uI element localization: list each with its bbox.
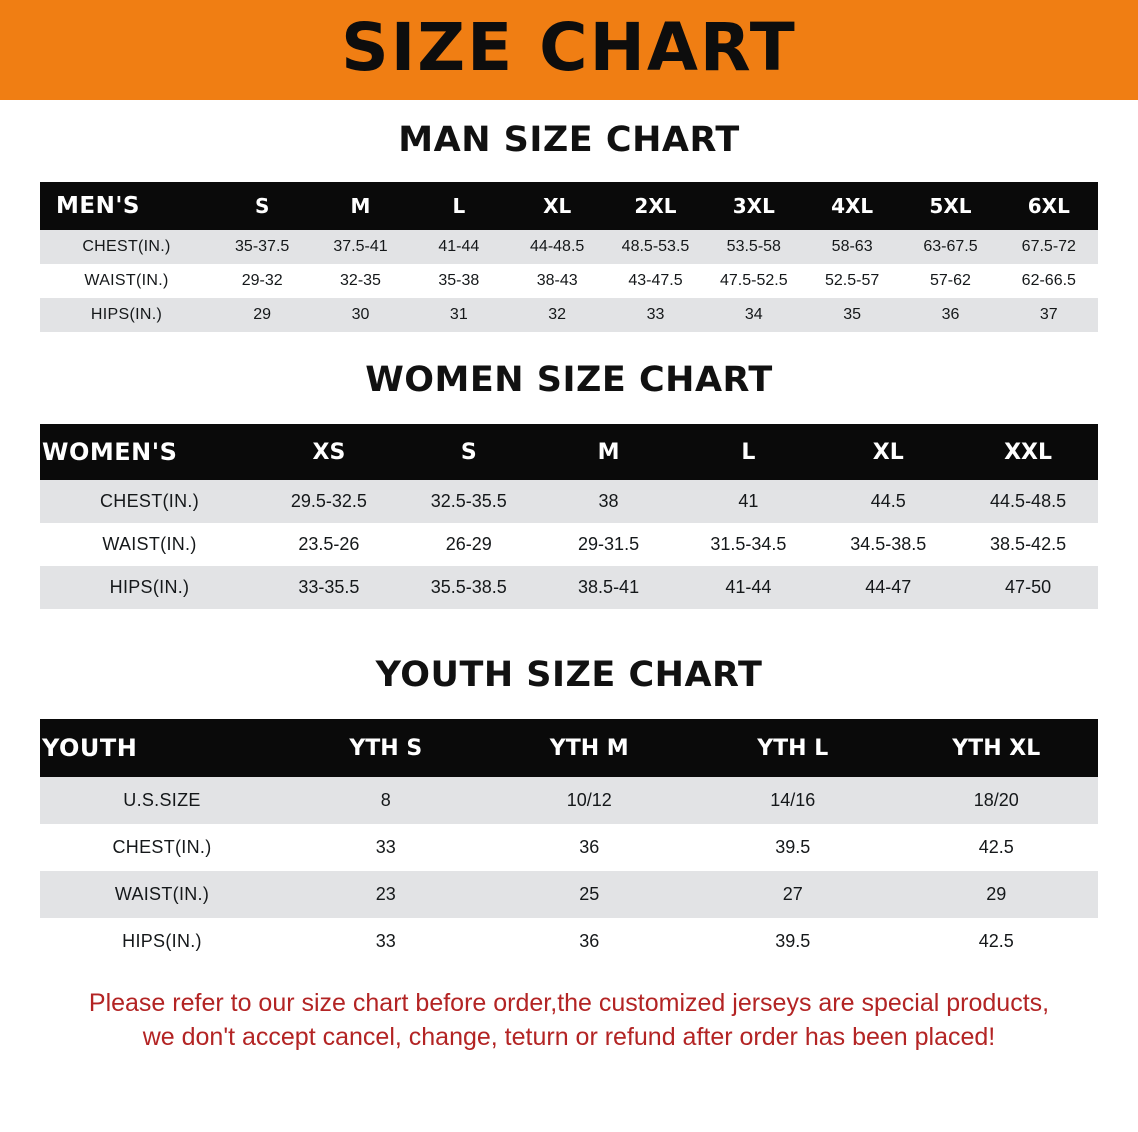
cell: 29 [895,871,1099,918]
table-row [40,264,1098,298]
youth-section-title: YOUTH SIZE CHART [375,655,763,695]
youth-size-table [40,719,1098,965]
cell: 36 [488,824,692,871]
col-header-yth-l: YTH L [691,719,895,777]
cell: 38-43 [508,264,606,298]
cell: 32-35 [311,264,409,298]
cell: 29.5-32.5 [259,480,399,523]
col-header-womens: WOMEN'S [40,424,259,480]
cell: 38.5-41 [539,566,679,609]
col-header-yth-m: YTH M [488,719,692,777]
col-header-yth-s: YTH S [284,719,488,777]
women-size-table [40,424,1098,609]
cell: 37 [1000,298,1098,332]
cell: 43-47.5 [606,264,704,298]
cell: 48.5-53.5 [606,230,704,264]
col-header-s: S [213,182,311,230]
cell: 33 [284,824,488,871]
col-header-xl: XL [818,424,958,480]
youth-table-wrap [0,719,1138,965]
row-label-chest: CHEST(IN.) [40,480,259,523]
table-row [40,918,1098,965]
table-row [40,298,1098,332]
col-header-l: L [410,182,508,230]
col-header-xs: XS [259,424,399,480]
cell: 47-50 [958,566,1098,609]
table-row [40,523,1098,566]
cell: 34 [705,298,803,332]
disclaimer-line-2: we don't accept cancel, change, teturn or refund after order has been placed! [142,1022,996,1051]
cell: 29-31.5 [539,523,679,566]
row-label-waist: WAIST(IN.) [40,523,259,566]
table-row [40,480,1098,523]
table-row [40,824,1098,871]
table-header-row [40,182,1098,230]
cell: 44-47 [818,566,958,609]
col-header-6xl: 6XL [1000,182,1098,230]
cell: 8 [284,777,488,824]
cell: 10/12 [488,777,692,824]
cell: 29-32 [213,264,311,298]
row-label-hips: HIPS(IN.) [40,566,259,609]
table-header-row [40,719,1098,777]
cell: 57-62 [901,264,999,298]
table-row [40,871,1098,918]
cell: 23 [284,871,488,918]
col-header-yth-xl: YTH XL [895,719,1099,777]
cell: 39.5 [691,824,895,871]
cell: 42.5 [895,824,1099,871]
cell: 23.5-26 [259,523,399,566]
cell: 27 [691,871,895,918]
cell: 36 [488,918,692,965]
cell: 36 [901,298,999,332]
cell: 52.5-57 [803,264,901,298]
table-row [40,777,1098,824]
table-row [40,230,1098,264]
cell: 14/16 [691,777,895,824]
cell: 29 [213,298,311,332]
cell: 39.5 [691,918,895,965]
cell: 58-63 [803,230,901,264]
cell: 32.5-35.5 [399,480,539,523]
row-label-chest: CHEST(IN.) [40,824,284,871]
row-label-us-size: U.S.SIZE [40,777,284,824]
table-header-row [40,424,1098,480]
cell: 33-35.5 [259,566,399,609]
cell: 44-48.5 [508,230,606,264]
cell: 31.5-34.5 [678,523,818,566]
col-header-mens: MEN'S [40,182,213,230]
cell: 35 [803,298,901,332]
disclaimer-line-1: Please refer to our size chart before order,the customized jerseys are special products, [88,989,1050,1017]
col-header-5xl: 5XL [901,182,999,230]
col-header-xxl: XXL [958,424,1098,480]
cell: 37.5-41 [311,230,409,264]
cell: 62-66.5 [1000,264,1098,298]
cell: 41 [678,480,818,523]
col-header-4xl: 4XL [803,182,901,230]
row-label-waist: WAIST(IN.) [40,264,213,298]
header-banner [0,0,1138,100]
cell: 41-44 [678,566,818,609]
cell: 47.5-52.5 [705,264,803,298]
row-label-hips: HIPS(IN.) [40,298,213,332]
row-label-chest: CHEST(IN.) [40,230,213,264]
cell: 31 [410,298,508,332]
man-table-wrap [0,182,1138,332]
cell: 18/20 [895,777,1099,824]
cell: 38.5-42.5 [958,523,1098,566]
cell: 44.5 [818,480,958,523]
cell: 30 [311,298,409,332]
cell: 35-38 [410,264,508,298]
cell: 33 [284,918,488,965]
cell: 63-67.5 [901,230,999,264]
page-title: SIZE CHART [341,9,797,86]
cell: 25 [488,871,692,918]
col-header-m: M [311,182,409,230]
cell: 41-44 [410,230,508,264]
col-header-xl: XL [508,182,606,230]
cell: 34.5-38.5 [818,523,958,566]
col-header-m: M [539,424,679,480]
cell: 53.5-58 [705,230,803,264]
cell: 42.5 [895,918,1099,965]
row-label-waist: WAIST(IN.) [40,871,284,918]
cell: 67.5-72 [1000,230,1098,264]
man-size-table [40,182,1098,332]
col-header-l: L [678,424,818,480]
cell: 35-37.5 [213,230,311,264]
disclaimer-note [0,987,1138,1055]
col-header-youth: YOUTH [40,719,284,777]
cell: 33 [606,298,704,332]
table-row [40,566,1098,609]
col-header-3xl: 3XL [705,182,803,230]
women-section-title: WOMEN SIZE CHART [365,360,773,400]
cell: 26-29 [399,523,539,566]
cell: 35.5-38.5 [399,566,539,609]
man-section-title: MAN SIZE CHART [398,120,740,160]
women-table-wrap [0,424,1138,609]
row-label-hips: HIPS(IN.) [40,918,284,965]
cell: 44.5-48.5 [958,480,1098,523]
col-header-2xl: 2XL [606,182,704,230]
col-header-s: S [399,424,539,480]
cell: 38 [539,480,679,523]
cell: 32 [508,298,606,332]
